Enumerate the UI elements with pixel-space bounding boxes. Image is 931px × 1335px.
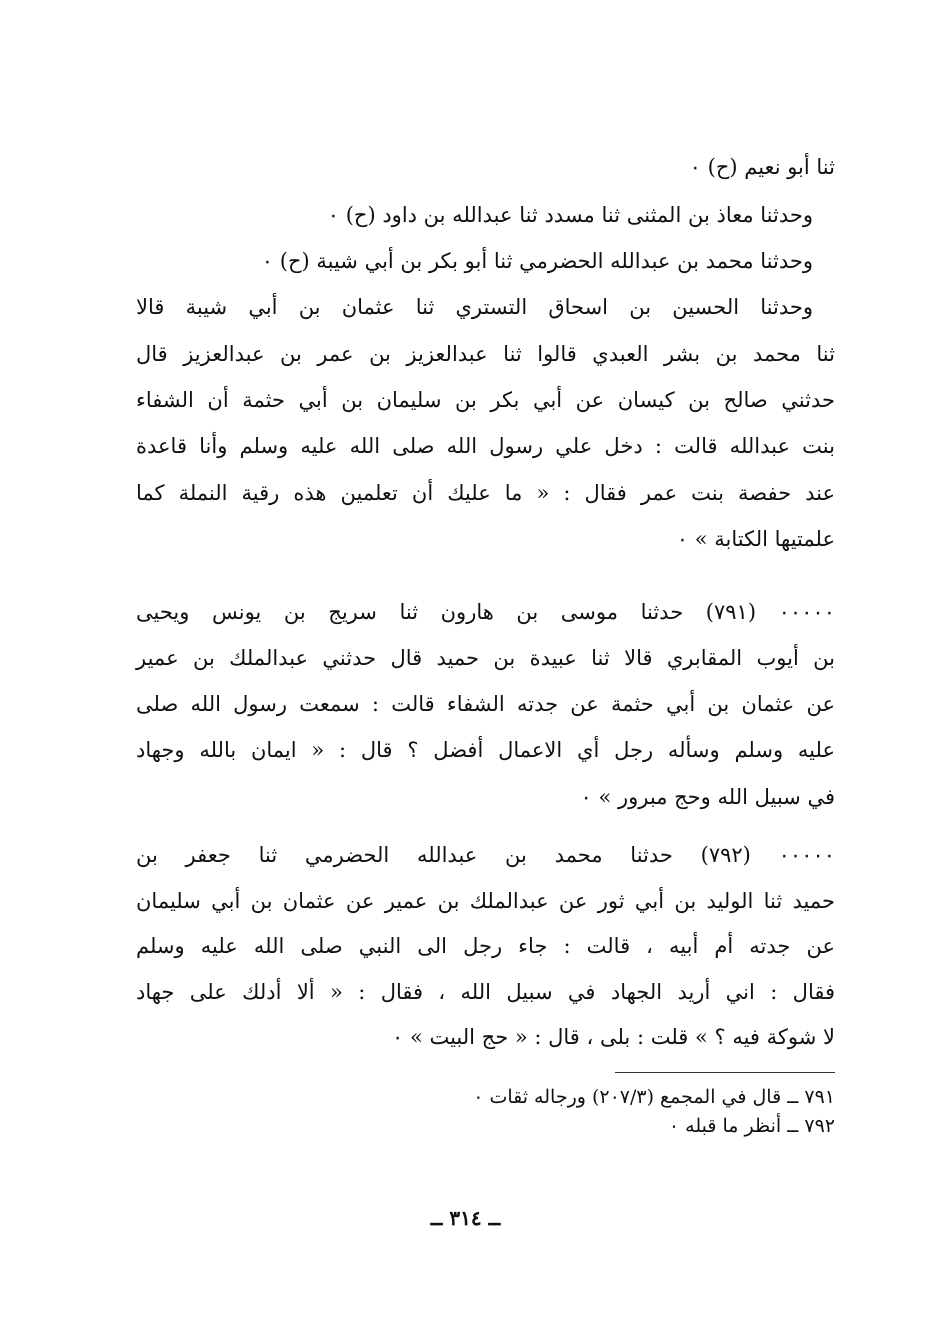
text-line: حميد ثنا الوليد بن أبي ثور عن عبدالملك بن عمير عن عثمان بن أبي سليمان [136,889,835,913]
text-line: علمتيها الكتابة » ٠ [676,527,835,551]
text-line: عليه وسلم وسأله رجل أي الاعمال أفضل ؟ قال : « ايمان بالله وجهاد [136,738,835,762]
hadith-791-line: ٠٠٠٠٠ (٧٩١) حدثنا موسى بن هارون ثنا سريج بن يونس ويحيى [136,600,835,624]
footnote-divider [615,1072,835,1073]
text-line: وحدثنا معاذ بن المثنى ثنا مسدد ثنا عبدالله بن داود (ح) ٠ [327,203,813,227]
hadith-792-line: ٠٠٠٠٠ (٧٩٢) حدثنا محمد بن عبدالله الحضرمي ثنا جعفر بن [136,843,836,867]
text-line: بن أيوب المقابري قالا ثنا عبيدة بن حميد قال حدثني عبدالملك بن عمير [136,646,835,670]
text-line: عند حفصة بنت عمر فقال : « ما عليك أن تعلمين هذه رقية النملة كما [136,481,835,505]
text-line: عن جدته أم أبيه ، قالت : جاء رجل الى النبي صلى الله عليه وسلم [136,934,835,958]
text-line: عن عثمان بن أبي حثمة عن جدته الشفاء قالت : سمعت رسول الله صلى [136,692,835,716]
text-line: ثنا أبو نعيم (ح) ٠ [689,155,835,179]
text-line: لا شوكة فيه ؟ » قلت : بلى ، قال : « حج البيت » ٠ [391,1025,835,1049]
text-line: وحدثنا الحسين بن اسحاق التستري ثنا عثمان بن أبي شيبة قالا [136,295,813,319]
text-line: ثنا محمد بن بشر العبدي قالوا ثنا عبدالعزيز بن عمر بن عبدالعزيز قال [136,342,835,366]
text-line: حدثني صالح بن كيسان عن أبي بكر بن سليمان بن أبي حثمة أن الشفاء [136,388,835,412]
text-line: بنت عبدالله قالت : دخل علي رسول الله صلى الله عليه وسلم وأنا قاعدة [136,434,835,458]
footnote-791: ٧٩١ ــ قال في المجمع (٢٠٧/٣) ورجاله ثقات ٠ [473,1086,835,1108]
page-number: ــ ٣١٤ ــ [430,1206,501,1230]
text-line: فقال : اني أريد الجهاد في سبيل الله ، فقال : « ألا أدلك على جهاد [136,980,835,1004]
text-line: وحدثنا محمد بن عبدالله الحضرمي ثنا أبو بكر بن أبي شيبة (ح) ٠ [261,249,813,273]
footnote-792: ٧٩٢ ــ أنظر ما قبله ٠ [668,1115,835,1137]
text-line: في سبيل الله وحج مبرور » ٠ [580,785,835,809]
